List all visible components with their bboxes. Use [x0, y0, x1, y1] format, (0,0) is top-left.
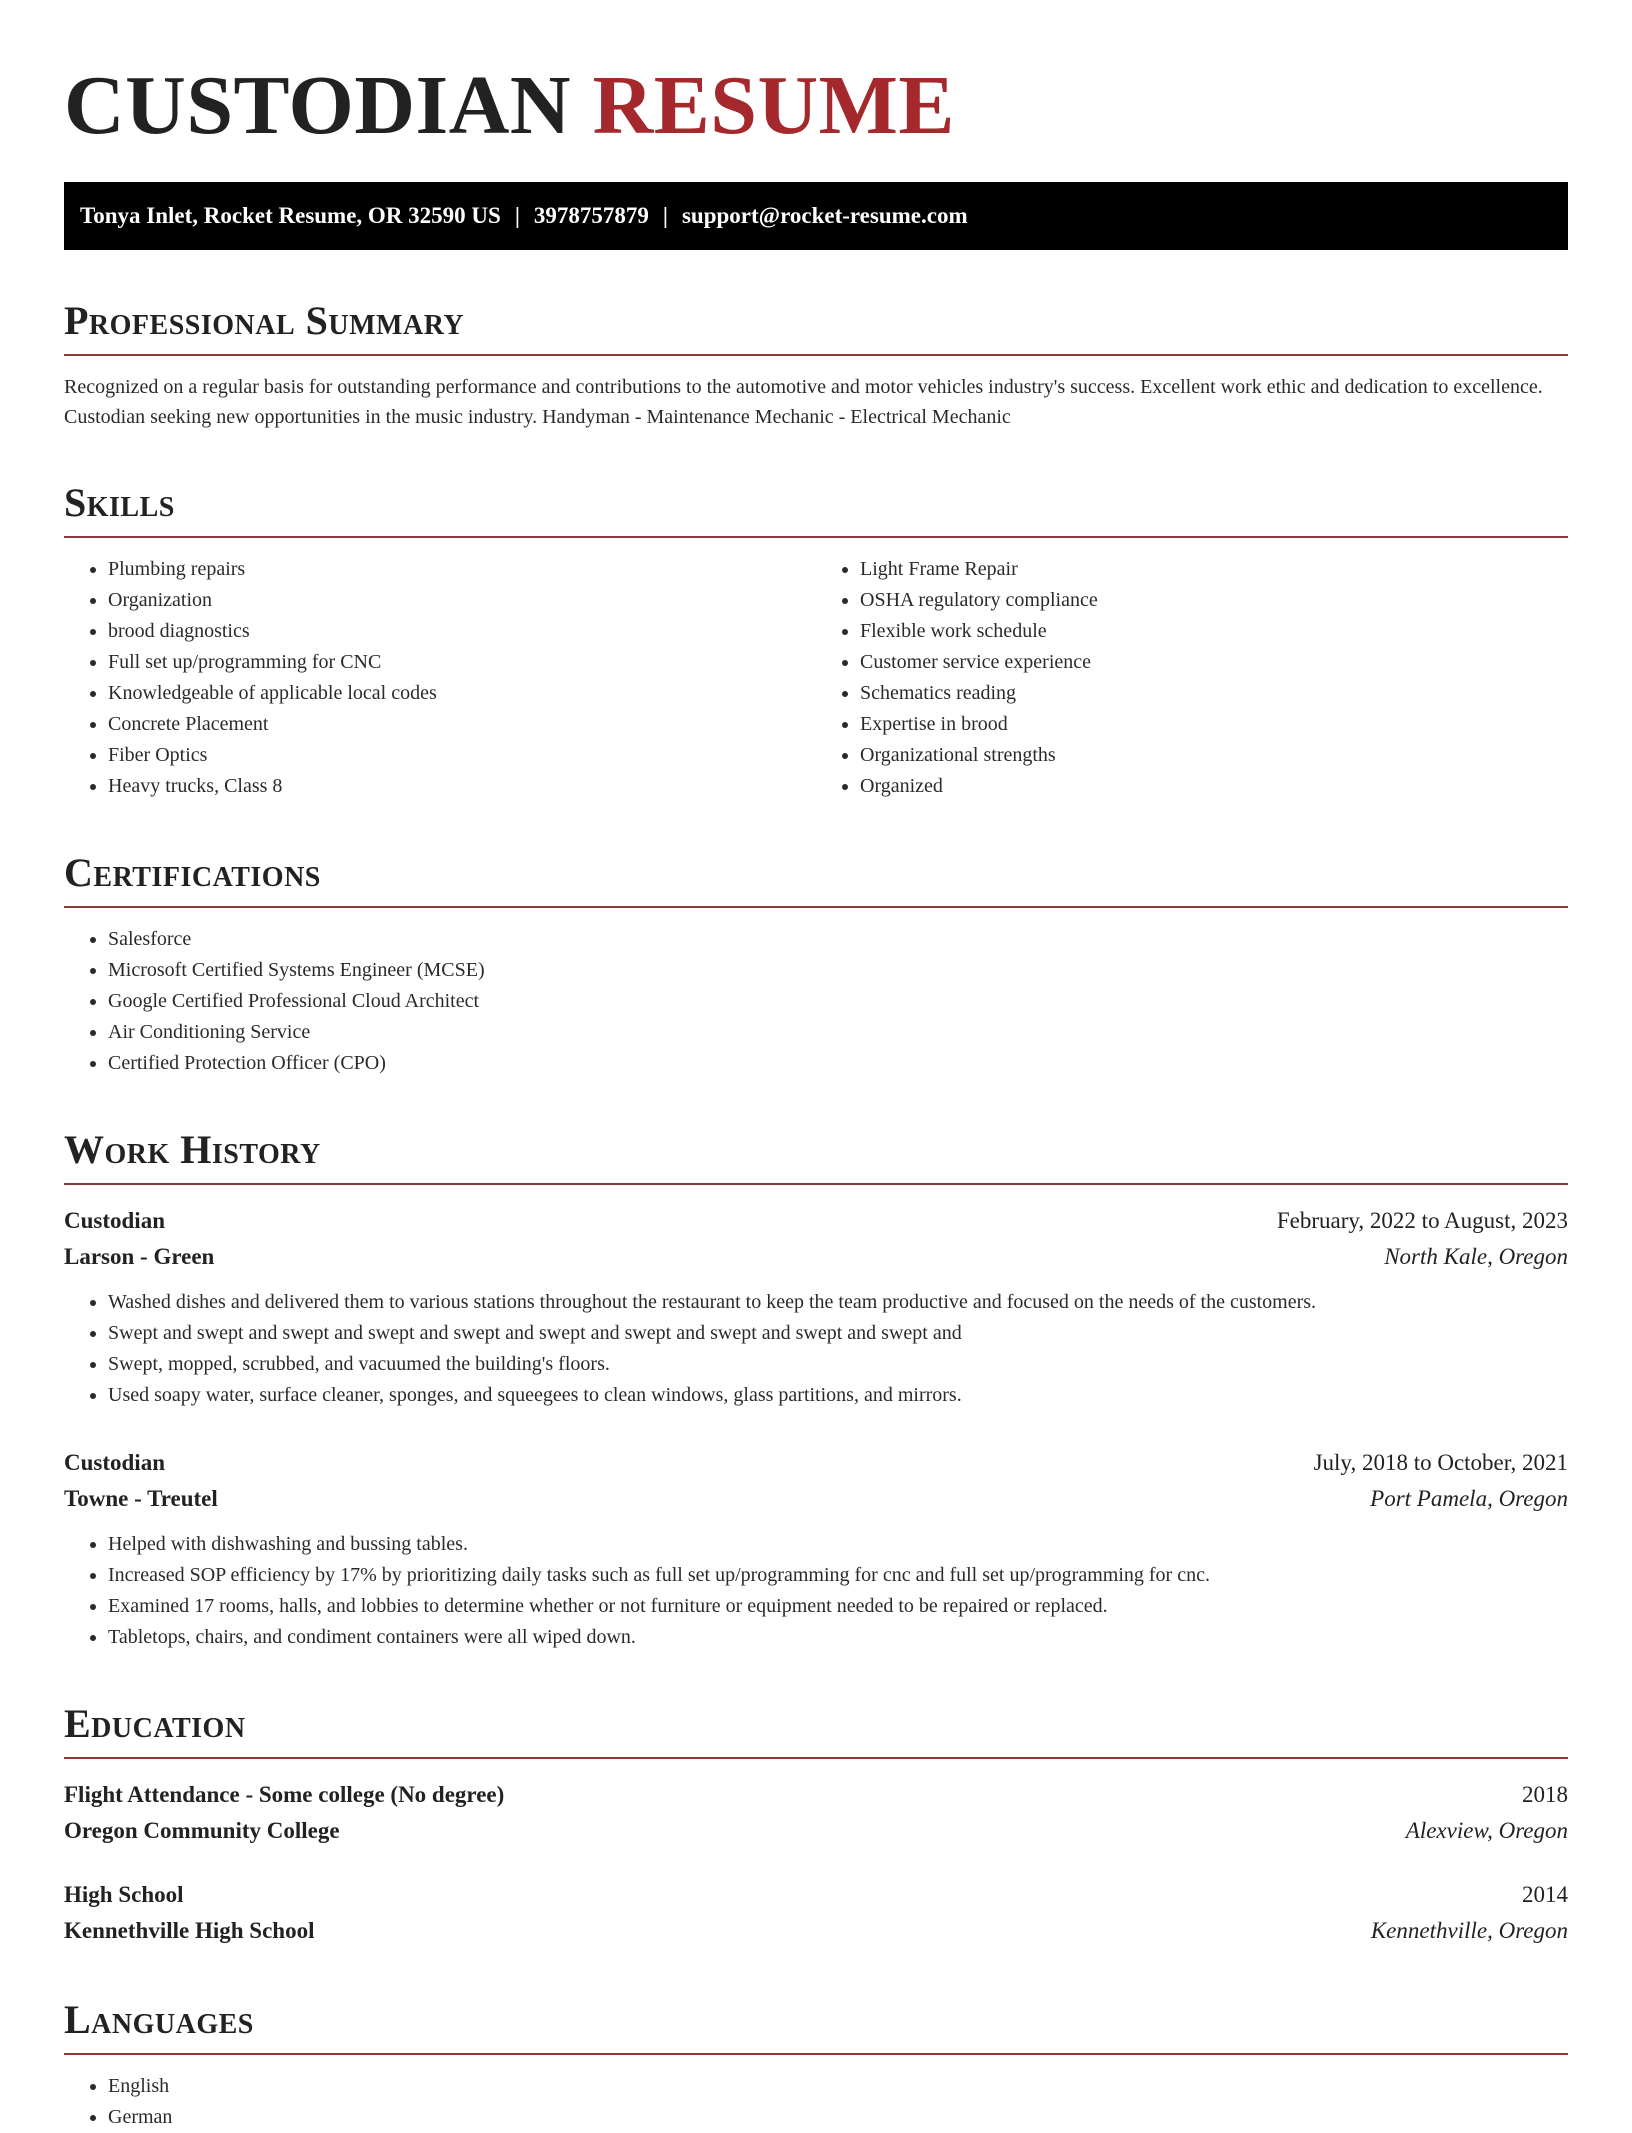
skill-item: • Fiber Optics — [108, 740, 816, 771]
skill-item: • Organizational strengths — [860, 740, 1568, 771]
section-heading-certifications: Certifications — [64, 850, 1568, 908]
skill-item: • Organization — [108, 585, 816, 616]
education-degree: High School — [64, 1881, 184, 1907]
skill-item: • Flexible work schedule — [860, 616, 1568, 647]
contact-phone: 3978757879 — [533, 202, 649, 228]
skills-columns — [64, 554, 1568, 802]
job-bullet: • Swept and swept and swept and swept and swept and swept and swept and swept and swept and swept and — [108, 1318, 1568, 1349]
languages-list — [64, 2071, 1568, 2133]
resume-page — [64, 0, 1568, 2133]
job-company-row — [64, 1239, 1568, 1275]
education-entry — [64, 1777, 1568, 1849]
certification-item: • Air Conditioning Service — [108, 1017, 1568, 1048]
skill-item: • Schematics reading — [860, 678, 1568, 709]
contact-separator: | — [514, 202, 520, 228]
contact-separator: | — [662, 202, 668, 228]
job-location: North Kale, Oregon — [1384, 1243, 1568, 1269]
summary-text: Recognized on a regular basis for outstanding performance and contributions to the automotive and motor vehicles industry's success. Excellent work ethic and dedication to excellence. Custodian seeking new opportunities in the music industry. Handyman - Maintenance Mechanic - Electrical Mechanic — [64, 375, 1543, 428]
education-school-row — [64, 1813, 1568, 1849]
education-year: 2014 — [1522, 1881, 1568, 1907]
skill-item: • Customer service experience — [860, 647, 1568, 678]
title-accent: RESUME — [592, 59, 955, 152]
education-location: Kennethville, Oregon — [1370, 1917, 1568, 1943]
job-bullet: • Tabletops, chairs, and condiment containers were all wiped down. — [108, 1622, 1568, 1653]
skill-item: • OSHA regulatory compliance — [860, 585, 1568, 616]
skill-item: • Full set up/programming for CNC — [108, 647, 816, 678]
certifications-list — [64, 924, 1568, 1079]
job-bullet: • Examined 17 rooms, halls, and lobbies to determine whether or not furniture or equipment needed to be repaired or replaced. — [108, 1591, 1568, 1622]
job-location: Port Pamela, Oregon — [1370, 1485, 1568, 1511]
job-header-row — [64, 1445, 1568, 1481]
contact-email: support@rocket-resume.com — [681, 202, 968, 228]
language-item: • English — [108, 2071, 1568, 2102]
skill-item: • Concrete Placement — [108, 709, 816, 740]
section-heading-work-history: Work History — [64, 1127, 1568, 1185]
education-school: Oregon Community College — [64, 1817, 340, 1843]
section-heading-skills: Skills — [64, 480, 1568, 538]
education-school-row — [64, 1913, 1568, 1949]
job-header-row — [64, 1203, 1568, 1239]
job-title: Custodian — [64, 1449, 165, 1475]
skills-list-right — [816, 554, 1568, 802]
title-main: CUSTODIAN — [64, 59, 572, 152]
certification-item: • Salesforce — [108, 924, 1568, 955]
skill-item: • Knowledgeable of applicable local codes — [108, 678, 816, 709]
job-company-row — [64, 1481, 1568, 1517]
skill-item: • Plumbing repairs — [108, 554, 816, 585]
skill-item: • Expertise in brood — [860, 709, 1568, 740]
section-heading-languages: Languages — [64, 1997, 1568, 2055]
education-degree: Flight Attendance - Some college (No degree) — [64, 1781, 505, 1807]
certification-item: • Certified Protection Officer (CPO) — [108, 1048, 1568, 1079]
job-bullet: • Helped with dishwashing and bussing tables. — [108, 1529, 1568, 1560]
section-heading-summary: Professional Summary — [64, 298, 1568, 356]
education-header-row — [64, 1877, 1568, 1913]
job-bullet: • Used soapy water, surface cleaner, sponges, and squeegees to clean windows, glass partitions, and mirrors. — [108, 1380, 1568, 1411]
job-company: Larson - Green — [64, 1243, 215, 1269]
skill-item: • Organized — [860, 771, 1568, 802]
skill-item: • Light Frame Repair — [860, 554, 1568, 585]
job-entry — [64, 1203, 1568, 1411]
education-entry — [64, 1877, 1568, 1949]
job-dates: July, 2018 to October, 2021 — [1313, 1449, 1568, 1475]
job-bullets — [64, 1287, 1568, 1411]
section-heading-education: Education — [64, 1701, 1568, 1759]
certification-item: • Google Certified Professional Cloud Architect — [108, 986, 1568, 1017]
education-location: Alexview, Oregon — [1405, 1817, 1568, 1843]
contact-address: Tonya Inlet, Rocket Resume, OR 32590 US — [80, 202, 501, 228]
certification-item: • Microsoft Certified Systems Engineer (MCSE) — [108, 955, 1568, 986]
education-year: 2018 — [1522, 1781, 1568, 1807]
job-entry — [64, 1445, 1568, 1653]
skills-list-left — [64, 554, 816, 802]
job-dates: February, 2022 to August, 2023 — [1276, 1207, 1568, 1233]
job-title: Custodian — [64, 1207, 165, 1233]
resume-title — [64, 56, 1568, 157]
skill-item: • brood diagnostics — [108, 616, 816, 647]
language-item: • German — [108, 2102, 1568, 2133]
job-bullet: • Increased SOP efficiency by 17% by prioritizing daily tasks such as full set up/programming for cnc and full set up/programming for cnc. — [108, 1560, 1568, 1591]
job-company: Towne - Treutel — [64, 1485, 218, 1511]
job-bullets — [64, 1529, 1568, 1653]
education-header-row — [64, 1777, 1568, 1813]
education-school: Kennethville High School — [64, 1917, 315, 1943]
skill-item: • Heavy trucks, Class 8 — [108, 771, 816, 802]
job-bullet: • Washed dishes and delivered them to various stations throughout the restaurant to keep the team productive and focused on the needs of the customers. — [108, 1287, 1568, 1318]
contact-bar — [64, 182, 1568, 250]
job-bullet: • Swept, mopped, scrubbed, and vacuumed the building's floors. — [108, 1349, 1568, 1380]
